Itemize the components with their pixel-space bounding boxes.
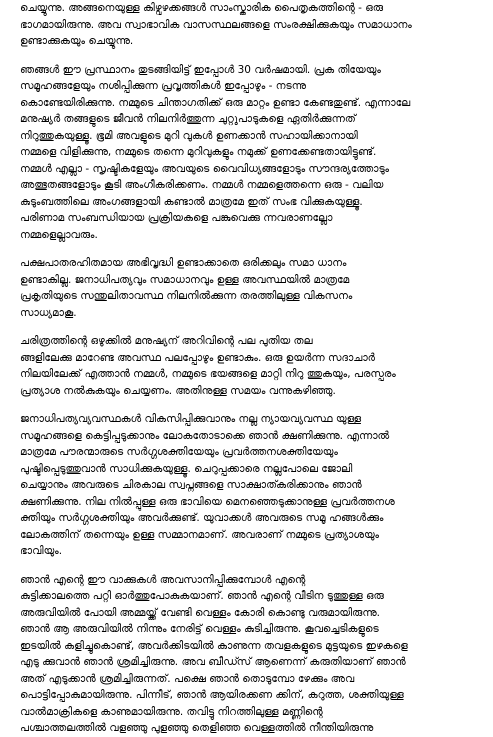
text-line: പ്രകൃതിയുടെ സന്തുലിതാവസ്ഥ നിലനിൽക്കുന്ന തരത്തിലുള്ള വികസനം (20, 290, 353, 302)
text-line: വാൽമാക്രികളെ കാണുമായിരുന്നു. തവിട്ടു നിറത്തിലുള്ള മണ്ണിന്റെ (20, 705, 323, 718)
paragraph-gap (20, 50, 485, 62)
paragraph (20, 572, 485, 737)
text-line: എടു ക്കുവാൻ ഞാൻ ശ്രമിച്ചിരുന്നു. അവ ബീഡ്സ് ആണെന്ന് കരുതിയാണ് ഞാൻ (20, 656, 406, 668)
text-line: പുഷ്ടിപ്പെടുത്തുവാൻ സാധിക്കുകയുള്ളൂ. ചെറുപ്പക്കാരെ നല്ലപോലെ ജോലി (20, 462, 353, 475)
text-line: സമൂഹങ്ങളെ കെട്ടിപ്പടുക്കാനും ലോകതോടാക്കെ ഞാൻ ക്ഷണിക്കുന്നു. എന്നാൽ (20, 429, 390, 442)
text-line: കുട്ടിക്കാലത്തെ പറ്റി ഓർത്തുപോകുകയാണ്. ഞാൻ എന്റെ വീടിന ടുത്തുള്ള ഒരു (20, 590, 384, 602)
text-line: പശ്ചാത്തലത്തിൽ വളഞ്ഞു പുളഞ്ഞു തെളിഞ്ഞ വെള്ളത്തിൽ നീന്തിയിരുന്നു (20, 722, 374, 734)
text-line: ഭാവിയും. (20, 545, 63, 557)
text-line: ങ്ങളിലേക്കു മാറേണ്ട അവസ്ഥ പലപ്പോഴും ഉണ്ടാകും. ഒരു ഉയർന്ന സദാചാർ (20, 351, 376, 364)
text-line: ഞാൻ ആ അരുവിയിൽ നിന്നും നേരിട്ട് വെള്ളം കുടിച്ചിരുന്നു. കൂവച്ചെടികളുടെ (20, 623, 379, 635)
paragraph (20, 411, 485, 560)
text-line: നമ്മൾ എല്ലാ - സൃഷ്ടികളേയും അവയുടെ വൈവിധ്യങ്ങളോടും സൗന്ദര്യത്തോടും (20, 162, 390, 175)
paragraph (20, 255, 485, 321)
paragraph (20, 333, 485, 399)
text-line: ചെയ്യാനും അവരുടെ ചിരകാല സ്വപ്നങ്ങളെ സാക്ഷാത്കരിക്കാനും ഞാൻ (20, 479, 362, 491)
paragraph-gap (20, 399, 485, 411)
text-line: നിലയിലേക്ക് എത്താൻ നമ്മൾ, നമ്മുടെ ഭയങ്ങളെ മാറ്റി നിറു ത്തുകയും, പരസ്പരം (20, 368, 396, 380)
text-line: സാധ്യമാകൂ. (20, 306, 77, 319)
text-line: പരിണാമ സംബന്ധിയായ പ്രക്രിയകളെ പങ്കുവെക്കു ന്നവരാണല്ലോ (20, 212, 333, 224)
paragraph-gap (20, 243, 485, 255)
text-line: അരുവിയിൽ പോയി അമ്മയ്ക്ക് വേണ്ടി വെള്ളം കോരി കൊണ്ടു വരുമായിരുന്നു. (20, 606, 380, 619)
paragraph (20, 0, 485, 50)
text-line: ചരിത്രത്തിന്റെ ഒഴുക്കിൽ മനുഷ്യന് അറിവിന്റെ പല പുതിയ തല (20, 335, 313, 347)
text-line: അത്ഭുതങ്ങളോടും കൂടി അംഗീകരിക്കണം. നമ്മൾ നമ്മളെത്തന്നെ ഒരു - വലിയ (20, 179, 384, 191)
text-line: നമ്മളെല്ലാവരും. (20, 228, 98, 241)
text-line: പ്രത്യാശ നൽകുകയും ചെയ്യണം. അതിനുള്ള സമയം വന്നുകഴിഞ്ഞു. (20, 384, 336, 397)
text-line: മാത്രമേ പൗരന്മാരുടെ സർഗ്ഗശക്തിയേയും പ്രവർത്തനശക്തിയേയും (20, 446, 338, 458)
text-line: സമൂഹങ്ങളേയും നശിപ്പിക്കുന്ന പ്രവൃത്തികൾ ഇപ്പോഴും - നടന്നു (20, 80, 306, 92)
text-line: ഉണ്ടാകില്ല. ജനാധിപത്യവും സമാധാനവും ഉള്ള അവസ്ഥയിൽ മാത്രമേ (20, 273, 350, 286)
text-line: ലോകത്തിന് തന്നെയും ഉള്ള സമ്മാനമാണ്. അവരാണ് നമ്മുടെ പ്രത്യാശയും (20, 528, 380, 541)
text-line: ഞങ്ങൾ ഈ പ്രസ്ഥാനം തുടങ്ങിയിട്ട് ഇപ്പോൾ 30 വർഷമായി. പ്രക തിയേയും (20, 63, 381, 76)
text-line: അത് എടുക്കാൻ ശ്രമിച്ചിരുന്നത്. പക്ഷെ ഞാൻ തൊടുമ്പോ ഴേക്കും അവ (20, 672, 355, 685)
paragraph-gap (20, 560, 485, 572)
paragraph (20, 62, 485, 244)
text-line: ഇടയിൽ കളിച്ചുകൊണ്ട്, അവർക്കിടയിൽ കാണുന്ന തവളകളുടെ മുട്ടയുടെ ഇഴകളെ (20, 639, 408, 652)
text-line: ക്ഷണിക്കുന്നു. നില നിൽപ്പുള്ള ഒരു ഭാവിയെ മെനഞ്ഞെടുക്കാനുള്ള പ്രവർത്തനശ (20, 495, 395, 508)
text-line: നമ്മളെ വിളിക്കുന്നു, നമ്മുടെ തന്നെ മുറിവുകളും നമുക്ക് ഉണക്കേണ്ടതായിട്ടുണ്ട്. (20, 146, 377, 158)
text-line: ക്തിയും സർഗ്ഗശക്തിയും അവർക്കുണ്ട്. യുവാക്കൾ അവരുടെ സമൂ ഹങ്ങൾക്കും (20, 512, 384, 524)
text-line: ഉണ്ടാക്കുകയും ചെയ്യുന്നു. (20, 35, 134, 47)
text-line: ജനാധിപത്യവ്യവസ്ഥകൾ വികസിപ്പിക്കുവാനും നല്ല ന്യായവ്യവസ്ഥ യുള്ള (20, 413, 362, 425)
text-line: ഞാൻ എന്റെ ഈ വാക്കുകൾ അവസാനിപ്പിക്കുമ്പോൾ എന്റെ (20, 573, 306, 586)
text-line: പക്ഷപാതരഹിതമായ അഭിവൃദ്ധി ഉണ്ടാക്കാതെ ഒരിക്കലും സമാ ധാനം (20, 257, 347, 269)
text-line: കുടുംബത്തിലെ അംഗങ്ങളായി കണ്ടാൽ മാത്രമേ ഇത് സംഭ വിക്കുകയുള്ളൂ. (20, 195, 363, 208)
text-line: മനുഷ്യർ തങ്ങളുടെ ജീവൻ നിലനിർത്തുന്ന ചുറ്റുപാടുകളെ ഏതിർക്കുന്നത് (20, 113, 356, 125)
text-line: ഭാഗമായിരുന്നു. അവ സ്വാഭാവിക വാസസ്ഥലങ്ങളെ സംരക്ഷിക്കുകയും സമാധാനം (20, 18, 412, 31)
text-line: പൊട്ടിപ്പോകുമായിരുന്നു. പിന്നീട്, ഞാൻ ആയിരക്കണ ക്കിന്, കറുത്ത, ശക്തിയുള്ള (20, 689, 404, 701)
text-line: നിറുത്തുകയുള്ളൂ. ഭൂമി അവളുടെ മുറി വുകൾ ഉണക്കാൻ സഹായിക്കാനായി (20, 129, 358, 142)
text-line: ചെയ്യുന്നു. അങ്ങനെയുള്ള കിഴ്വഴക്കങ്ങൾ സാംസ്കാരിക പൈതൃകത്തിന്റെ - ഒരു (20, 2, 384, 14)
text-line: കൊണ്ടേയിരിക്കുന്നു. നമ്മുടെ ചിന്താഗതിക്ക് ഒരു മാറ്റം ഉണ്ടാ കേണ്ടതുണ്ട്. എന്നാലേ (20, 96, 411, 109)
paragraph-gap (20, 321, 485, 333)
